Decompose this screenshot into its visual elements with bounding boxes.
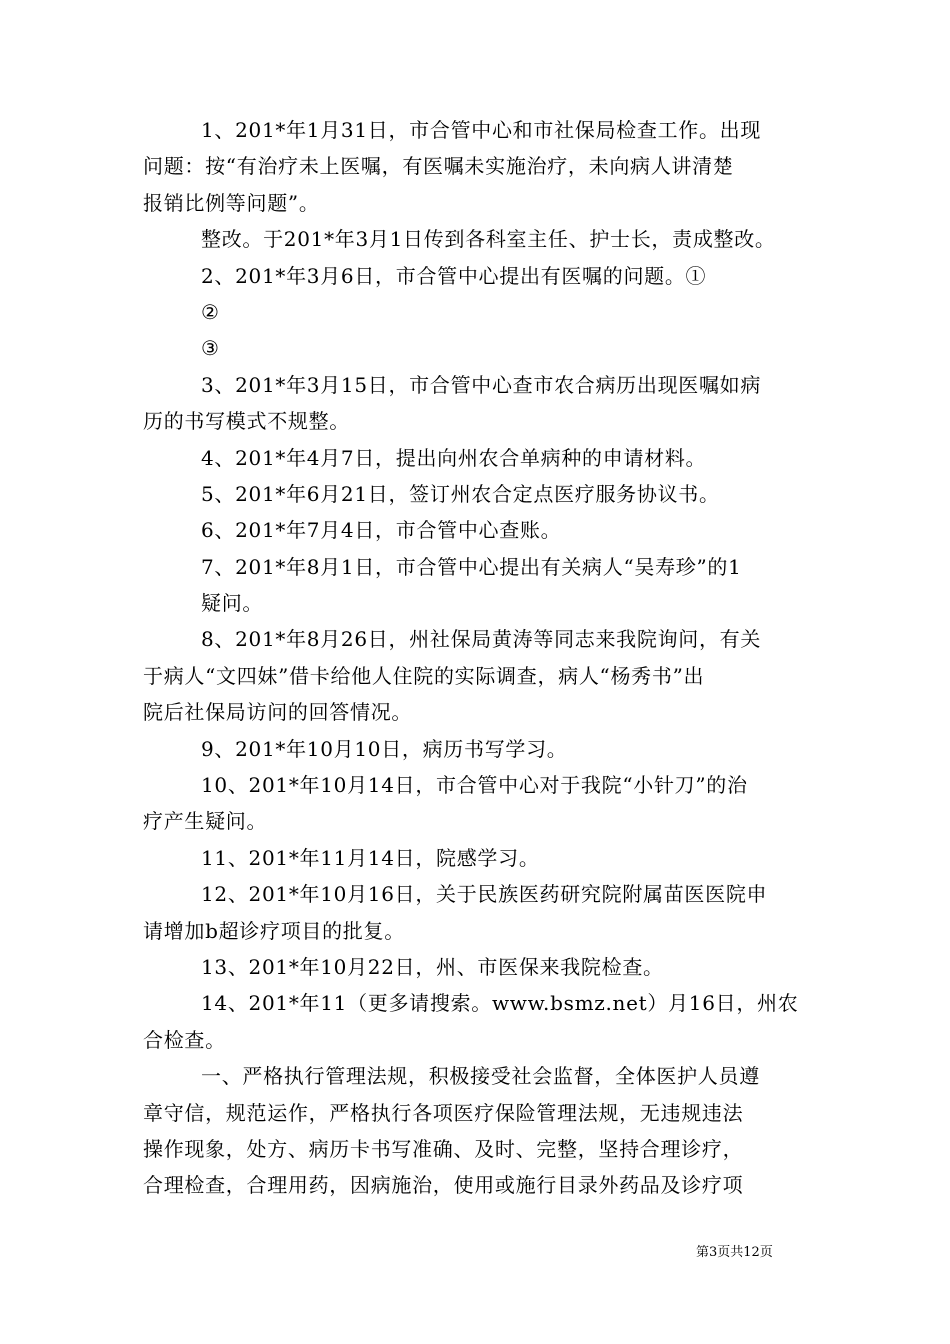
text-line: 一、严格执行管理法规，积极接受社会监督，全体医护人员遵 <box>201 1064 760 1089</box>
text-line: 2、201*年3月6日，市合管中心提出有医嘱的问题。① <box>201 263 707 288</box>
text-line: 请增加b超诊疗项目的批复。 <box>143 918 405 943</box>
text-line: 合理检查，合理用药，因病施治，使用或施行目录外药品及诊疗项 <box>143 1173 744 1198</box>
document-body <box>143 112 815 1204</box>
text-line: 操作现象，处方、病历卡书写准确、及时、完整，坚持合理诊疗， <box>143 1136 744 1161</box>
text-line: 于病人“文四妹”借卡给他人住院的实际调查，病人“杨秀书”出 <box>143 663 705 688</box>
text-line: 14、201*年11（更多请搜索。www.bsmz.net）月16日，州农 <box>201 991 799 1016</box>
text-line: 8、201*年8月26日，州社保局黄涛等同志来我院询问，有关 <box>201 627 762 652</box>
text-line: 疑问。 <box>201 591 264 616</box>
text-line: 10、201*年10月14日，市合管中心对于我院“小针刀”的治 <box>201 773 748 798</box>
text-line: 9、201*年10月10日，病历书写学习。 <box>201 736 568 761</box>
text-line: 疗产生疑问。 <box>143 809 268 834</box>
text-line: 报销比例等问题”。 <box>143 190 320 215</box>
text-line: 合检查。 <box>143 1027 226 1052</box>
text-line: 问题：按“有治疗未上医嘱，有医嘱未实施治疗，未向病人讲清楚 <box>143 154 734 179</box>
text-line: ② <box>201 299 220 324</box>
text-line: 1、201*年1月31日，市合管中心和市社保局检查工作。出现 <box>201 118 762 142</box>
text-line: 12、201*年10月16日，关于民族医药研究院附属苗医医院申 <box>201 882 768 907</box>
text-line: 章守信，规范运作，严格执行各项医疗保险管理法规，无违规违法 <box>143 1100 744 1125</box>
text-line: 11、201*年11月14日，院感学习。 <box>201 845 540 870</box>
text-line: 3、201*年3月15日，市合管中心查市农合病历出现医嘱如病 <box>201 372 762 397</box>
text-line: 历的书写模式不规整。 <box>143 409 350 434</box>
page-footer: 第3页共12页 <box>696 1245 773 1260</box>
text-line: 13、201*年10月22日，州、市医保来我院检查。 <box>201 954 664 979</box>
text-line: 院后社保局访问的回答情况。 <box>143 700 413 725</box>
text-line: 整改。于201*年3月1日传到各科室主任、护士长，责成整改。 <box>201 227 776 252</box>
text-line: 5、201*年6月21日，签订州农合定点医疗服务协议书。 <box>201 481 720 506</box>
text-line: 4、201*年4月7日，提出向州农合单病种的申请材料。 <box>201 445 707 470</box>
text-line: 6、201*年7月4日，市合管中心查账。 <box>201 518 562 543</box>
text-line: 7、201*年8月1日，市合管中心提出有关病人“吴寿珍”的1 <box>201 554 742 579</box>
text-line: ③ <box>201 336 220 361</box>
